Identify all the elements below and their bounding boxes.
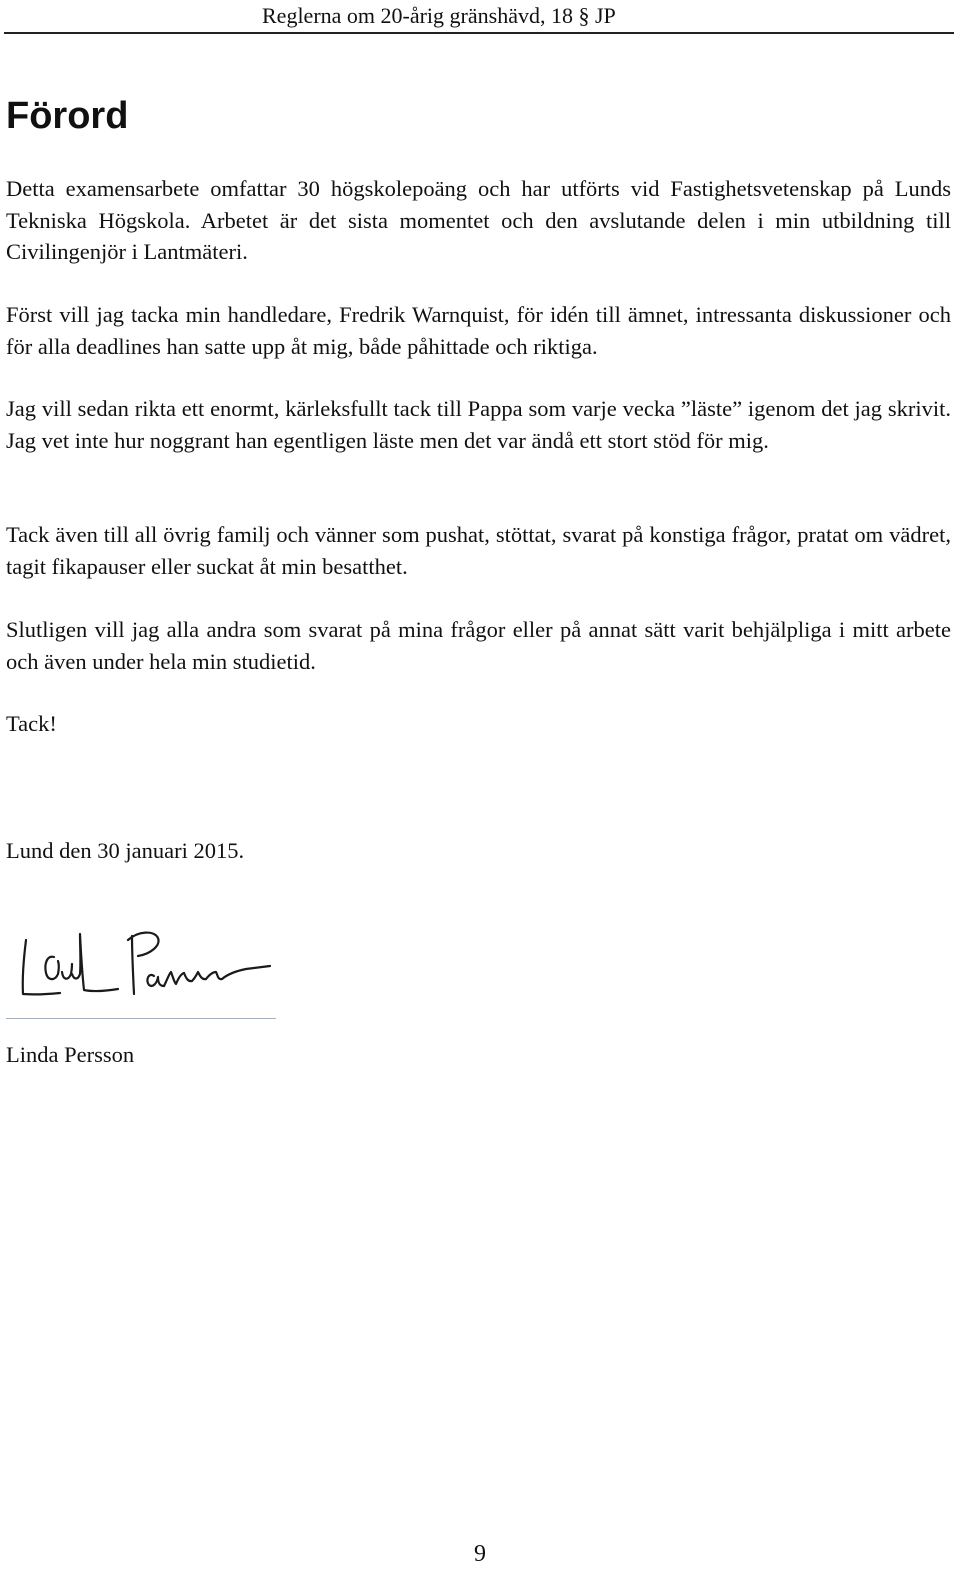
running-header bbox=[4, 0, 954, 34]
author-name: Linda Persson bbox=[6, 1042, 135, 1067]
paragraph-others-thanks: Slutligen vill jag alla andra som svarat på mina frågor eller på annat sätt varit behjälpliga i mitt arbete och även under hela min studietid. bbox=[6, 617, 951, 674]
paragraph-supervisor-thanks: Först vill jag tacka min handledare, Fredrik Warnquist, för idén till ämnet, intressanta diskussioner och för alla deadlines han satte upp åt mig, både påhittade och riktiga. bbox=[6, 302, 951, 359]
handwritten-signature-icon bbox=[14, 924, 276, 1004]
paragraph-father-thanks: Jag vill sedan rikta ett enormt, kärleksfullt tack till Pappa som varje vecka ”läste” igenom det jag skrivit. Jag vet inte hur noggrant han egentligen läste men det var ändå ett stort stöd för mig. bbox=[6, 396, 951, 453]
paragraph-intro: Detta examensarbete omfattar 30 högskolepoäng och har utförts vid Fastighetsvetenskap på Lunds Tekniska Högskola. Arbetet är det sista momentet och den avslutande delen i min utbildning till Civilingenjör i Lantmäteri. bbox=[6, 176, 951, 264]
page-title: Förord bbox=[6, 95, 129, 137]
signature-line bbox=[6, 1018, 276, 1019]
running-header-title: Reglerna om 20-årig gränshävd, 18 § JP bbox=[262, 3, 616, 28]
paragraph-closing: Tack! bbox=[6, 711, 57, 736]
page-number: 9 bbox=[474, 1541, 486, 1567]
paragraph-family-thanks: Tack även till all övrig familj och vänner som pushat, stöttat, svarat på konstiga frågor, pratat om vädret, tagit fikapauser eller suckat åt min besatthet. bbox=[6, 522, 951, 579]
place-and-date: Lund den 30 januari 2015. bbox=[6, 838, 245, 863]
